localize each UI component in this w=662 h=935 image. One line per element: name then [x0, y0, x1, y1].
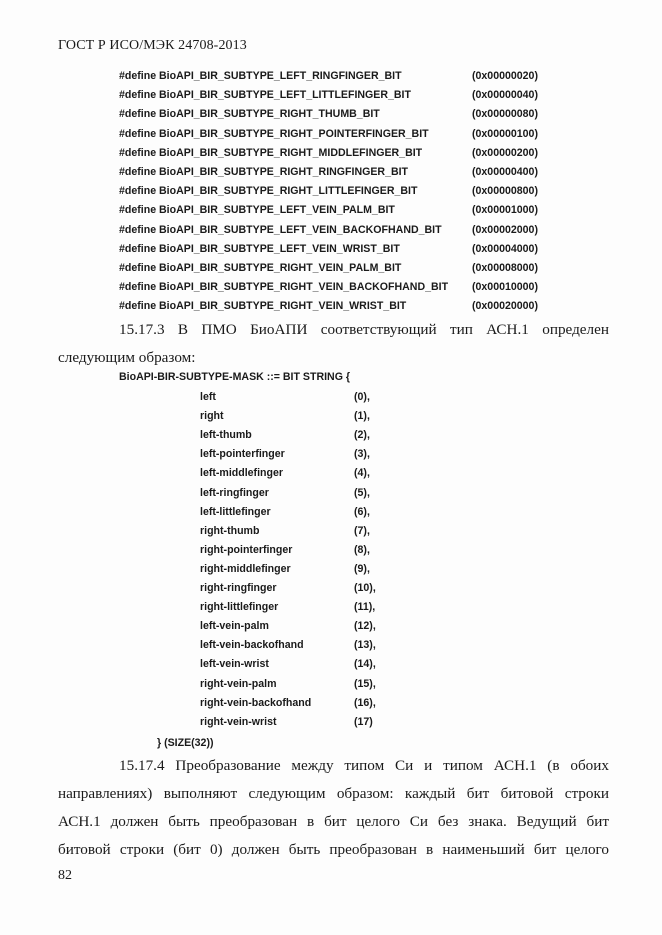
define-name: #define BioAPI_BIR_SUBTYPE_RIGHT_POINTERFINGER_BIT: [119, 127, 429, 140]
define-value: (0x00020000): [472, 300, 538, 313]
define-value: (0x00000100): [472, 127, 538, 140]
asn-bit-value: (13),: [354, 639, 376, 652]
asn-bit-value: (14),: [354, 658, 376, 671]
asn-bit-name: right: [200, 410, 224, 423]
asn-bit-value: (7),: [354, 524, 370, 537]
asn-bit-name: right-vein-palm: [200, 677, 277, 690]
define-name: #define BioAPI_BIR_SUBTYPE_RIGHT_VEIN_PALM_BIT: [119, 262, 402, 274]
asn-bit-value: (12),: [354, 620, 376, 633]
asn-bit-name: left-middlefinger: [200, 467, 283, 480]
asn-bit-name: left-littlefinger: [200, 505, 271, 518]
asn-bit-name: left: [200, 391, 216, 403]
section-15-17-4-line4: битовой строки (бит 0) должен быть преобразован в наименьший бит целого: [58, 841, 609, 858]
asn-bit-value: (15),: [354, 677, 376, 690]
asn-bit-name: left-vein-backofhand: [200, 639, 304, 652]
define-name: #define BioAPI_BIR_SUBTYPE_RIGHT_VEIN_BACKOFHAND_BIT: [119, 281, 449, 294]
define-value: (0x00000800): [472, 185, 538, 198]
define-name: #define BioAPI_BIR_SUBTYPE_LEFT_VEIN_PALM_BIT: [119, 204, 395, 217]
define-value: (0x00000200): [472, 146, 538, 159]
section-15-17-3-line2: следующим образом:: [58, 349, 196, 366]
define-value: (0x00000020): [472, 70, 538, 82]
define-name: #define BioAPI_BIR_SUBTYPE_LEFT_LITTLEFINGER_BIT: [119, 89, 411, 102]
asn-type-footer: } (SIZE(32)): [157, 737, 214, 749]
define-name: #define BioAPI_BIR_SUBTYPE_RIGHT_LITTLEFINGER_BIT: [119, 185, 418, 198]
asn-bit-name: left-vein-palm: [200, 620, 269, 633]
standard-header: ГОСТ Р ИСО/МЭК 24708-2013: [58, 38, 247, 53]
asn-bit-name: right-vein-backofhand: [200, 696, 312, 709]
define-name: #define BioAPI_BIR_SUBTYPE_RIGHT_MIDDLEFINGER_BIT: [119, 146, 423, 159]
asn-bit-name: right-vein-wrist: [200, 715, 277, 728]
define-name: #define BioAPI_BIR_SUBTYPE_LEFT_VEIN_BACKOFHAND_BIT: [119, 223, 442, 236]
asn-bit-name: right-middlefinger: [200, 562, 291, 575]
asn-bit-value: (3),: [354, 448, 370, 461]
define-name: #define BioAPI_BIR_SUBTYPE_RIGHT_THUMB_BIT: [119, 108, 380, 121]
asn-bit-value: (10),: [354, 582, 376, 594]
asn-bit-value: (11),: [354, 601, 376, 614]
define-value: (0x00010000): [472, 281, 538, 294]
asn-bit-name: right-thumb: [200, 524, 260, 537]
define-value: (0x00002000): [472, 223, 538, 236]
asn-bit-value: (6),: [354, 505, 370, 518]
asn-bit-name: left-thumb: [200, 429, 252, 442]
asn-bit-name: left-ringfinger: [200, 486, 269, 499]
define-name: #define BioAPI_BIR_SUBTYPE_LEFT_RINGFINGER_BIT: [119, 70, 402, 82]
define-value: (0x00008000): [472, 262, 538, 274]
define-name: #define BioAPI_BIR_SUBTYPE_RIGHT_VEIN_WRIST_BIT: [119, 300, 407, 313]
asn-type-header: BioAPI-BIR-SUBTYPE-MASK ::= BIT STRING {: [119, 371, 351, 383]
asn-bit-value: (16),: [354, 696, 376, 709]
asn-bit-value: (1),: [354, 410, 370, 423]
asn-bit-name: left-vein-wrist: [200, 658, 269, 671]
asn-bit-name: right-pointerfinger: [200, 543, 293, 556]
define-value: (0x00001000): [472, 204, 538, 217]
define-value: (0x00004000): [472, 242, 538, 255]
asn-bit-name: left-pointerfinger: [200, 448, 285, 461]
define-value: (0x00000080): [472, 108, 538, 121]
define-value: (0x00000040): [472, 89, 538, 102]
section-15-17-3-line1: [119, 316, 609, 344]
asn-bit-value: (4),: [354, 467, 370, 480]
paragraph-line: 15.17.3 В ПМО БиоАПИ соответствующий тип АСН.1 определен: [119, 321, 609, 338]
define-name: #define BioAPI_BIR_SUBTYPE_LEFT_VEIN_WRIST_BIT: [119, 242, 400, 255]
asn-bit-value: (0),: [354, 391, 370, 403]
asn-bit-value: (17): [354, 715, 373, 728]
page-number: 82: [58, 868, 72, 883]
define-value: (0x00000400): [472, 166, 538, 178]
section-15-17-4-line3: АСН.1 должен быть преобразован в бит целого Си без знака. Ведущий бит: [58, 813, 609, 830]
asn-bit-name: right-ringfinger: [200, 582, 277, 594]
section-15-17-4-line1: 15.17.4 Преобразование между типом Си и типом АСН.1 (в обоих: [119, 757, 609, 774]
asn-bit-value: (2),: [354, 429, 370, 442]
section-15-17-4-line2: направлениях) выполняют следующим образом: каждый бит битовой строки: [58, 785, 609, 802]
asn-bit-name: right-littlefinger: [200, 601, 279, 614]
asn-bit-value: (8),: [354, 543, 370, 556]
asn-bit-value: (5),: [354, 486, 370, 499]
define-name: #define BioAPI_BIR_SUBTYPE_RIGHT_RINGFINGER_BIT: [119, 166, 409, 178]
asn-bit-value: (9),: [354, 562, 370, 575]
